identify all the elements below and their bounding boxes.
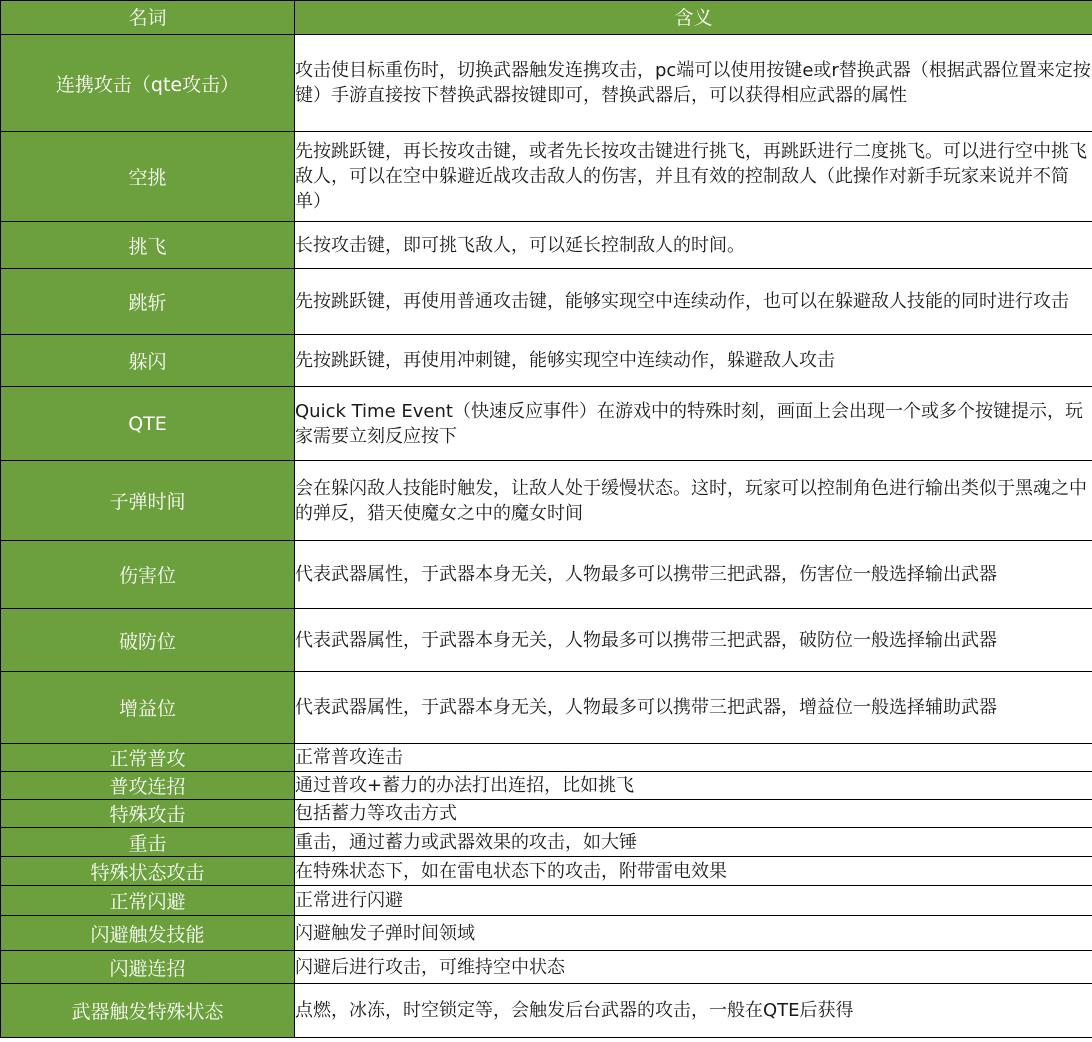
table-row xyxy=(1,609,1092,672)
term-cell: 正常普攻 xyxy=(1,744,295,772)
term-cell: 闪避触发技能 xyxy=(1,916,295,951)
meaning-cell: 先按跳跃键，再使用冲刺键，能够实现空中连续动作，躲避敌人攻击 xyxy=(295,335,1092,387)
table-row xyxy=(1,387,1092,461)
table-row xyxy=(1,744,1092,772)
meaning-cell: 闪避触发子弹时间领域 xyxy=(295,916,1092,951)
table-row xyxy=(1,541,1092,609)
table-row xyxy=(1,800,1092,828)
term-cell: 普攻连招 xyxy=(1,772,295,800)
table-row xyxy=(1,35,1092,132)
meaning-cell: 点燃，冰冻，时空锁定等，会触发后台武器的攻击，一般在QTE后获得 xyxy=(295,984,1092,1038)
table-row xyxy=(1,335,1092,387)
term-cell: QTE xyxy=(1,387,295,461)
term-cell: 重击 xyxy=(1,828,295,857)
term-cell: 破防位 xyxy=(1,609,295,672)
meaning-cell: 先按跳跃键，再使用普通攻击键，能够实现空中连续动作，也可以在躲避敌人技能的同时进行攻击 xyxy=(295,269,1092,335)
table-row xyxy=(1,269,1092,335)
table-row xyxy=(1,461,1092,541)
meaning-cell: 长按攻击键，即可挑飞敌人，可以延长控制敌人的时间。 xyxy=(295,222,1092,269)
term-cell: 跳斩 xyxy=(1,269,295,335)
meaning-cell: 正常进行闪避 xyxy=(295,886,1092,916)
table-row xyxy=(1,984,1092,1038)
header-meaning: 含义 xyxy=(295,1,1092,35)
table-row xyxy=(1,672,1092,744)
table-row xyxy=(1,951,1092,984)
meaning-cell: 代表武器属性，于武器本身无关，人物最多可以携带三把武器，伤害位一般选择输出武器 xyxy=(295,541,1092,609)
term-cell: 子弹时间 xyxy=(1,461,295,541)
term-cell: 增益位 xyxy=(1,672,295,744)
header-row xyxy=(1,1,1092,35)
term-cell: 空挑 xyxy=(1,132,295,222)
meaning-cell: 正常普攻连击 xyxy=(295,744,1092,772)
term-cell: 挑飞 xyxy=(1,222,295,269)
table-row xyxy=(1,886,1092,916)
meaning-cell: 包括蓄力等攻击方式 xyxy=(295,800,1092,828)
term-cell: 特殊攻击 xyxy=(1,800,295,828)
meaning-cell: 攻击使目标重伤时，切换武器触发连携攻击，pc端可以使用按键e或r替换武器（根据武器位置来定按键）手游直接按下替换武器按键即可，替换武器后，可以获得相应武器的属性 xyxy=(295,35,1092,132)
table-row xyxy=(1,828,1092,857)
table-row xyxy=(1,222,1092,269)
table-row xyxy=(1,857,1092,886)
meaning-cell: 代表武器属性，于武器本身无关，人物最多可以携带三把武器，增益位一般选择辅助武器 xyxy=(295,672,1092,744)
term-cell: 特殊状态攻击 xyxy=(1,857,295,886)
term-cell: 连携攻击（qte攻击） xyxy=(1,35,295,132)
term-cell: 伤害位 xyxy=(1,541,295,609)
term-cell: 正常闪避 xyxy=(1,886,295,916)
meaning-cell: Quick Time Event（快速反应事件）在游戏中的特殊时刻，画面上会出现一个或多个按键提示，玩家需要立刻反应按下 xyxy=(295,387,1092,461)
term-cell: 躲闪 xyxy=(1,335,295,387)
meaning-cell: 闪避后进行攻击，可维持空中状态 xyxy=(295,951,1092,984)
term-cell: 武器触发特殊状态 xyxy=(1,984,295,1038)
meaning-cell: 重击，通过蓄力或武器效果的攻击，如大锤 xyxy=(295,828,1092,857)
meaning-cell: 会在躲闪敌人技能时触发，让敌人处于缓慢状态。这时，玩家可以控制角色进行输出类似于黑魂之中的弹反，猎天使魔女之中的魔女时间 xyxy=(295,461,1092,541)
table-row xyxy=(1,132,1092,222)
meaning-cell: 通过普攻+蓄力的办法打出连招，比如挑飞 xyxy=(295,772,1092,800)
meaning-cell: 在特殊状态下，如在雷电状态下的攻击，附带雷电效果 xyxy=(295,857,1092,886)
table-row xyxy=(1,916,1092,951)
meaning-cell: 先按跳跃键，再长按攻击键，或者先长按攻击键进行挑飞，再跳跃进行二度挑飞。可以进行空中挑飞敌人，可以在空中躲避近战攻击敌人的伤害，并且有效的控制敌人（此操作对新手玩家来说并不简单） xyxy=(295,132,1092,222)
term-cell: 闪避连招 xyxy=(1,951,295,984)
table-row xyxy=(1,772,1092,800)
header-term: 名词 xyxy=(1,1,295,35)
meaning-cell: 代表武器属性，于武器本身无关，人物最多可以携带三把武器，破防位一般选择输出武器 xyxy=(295,609,1092,672)
